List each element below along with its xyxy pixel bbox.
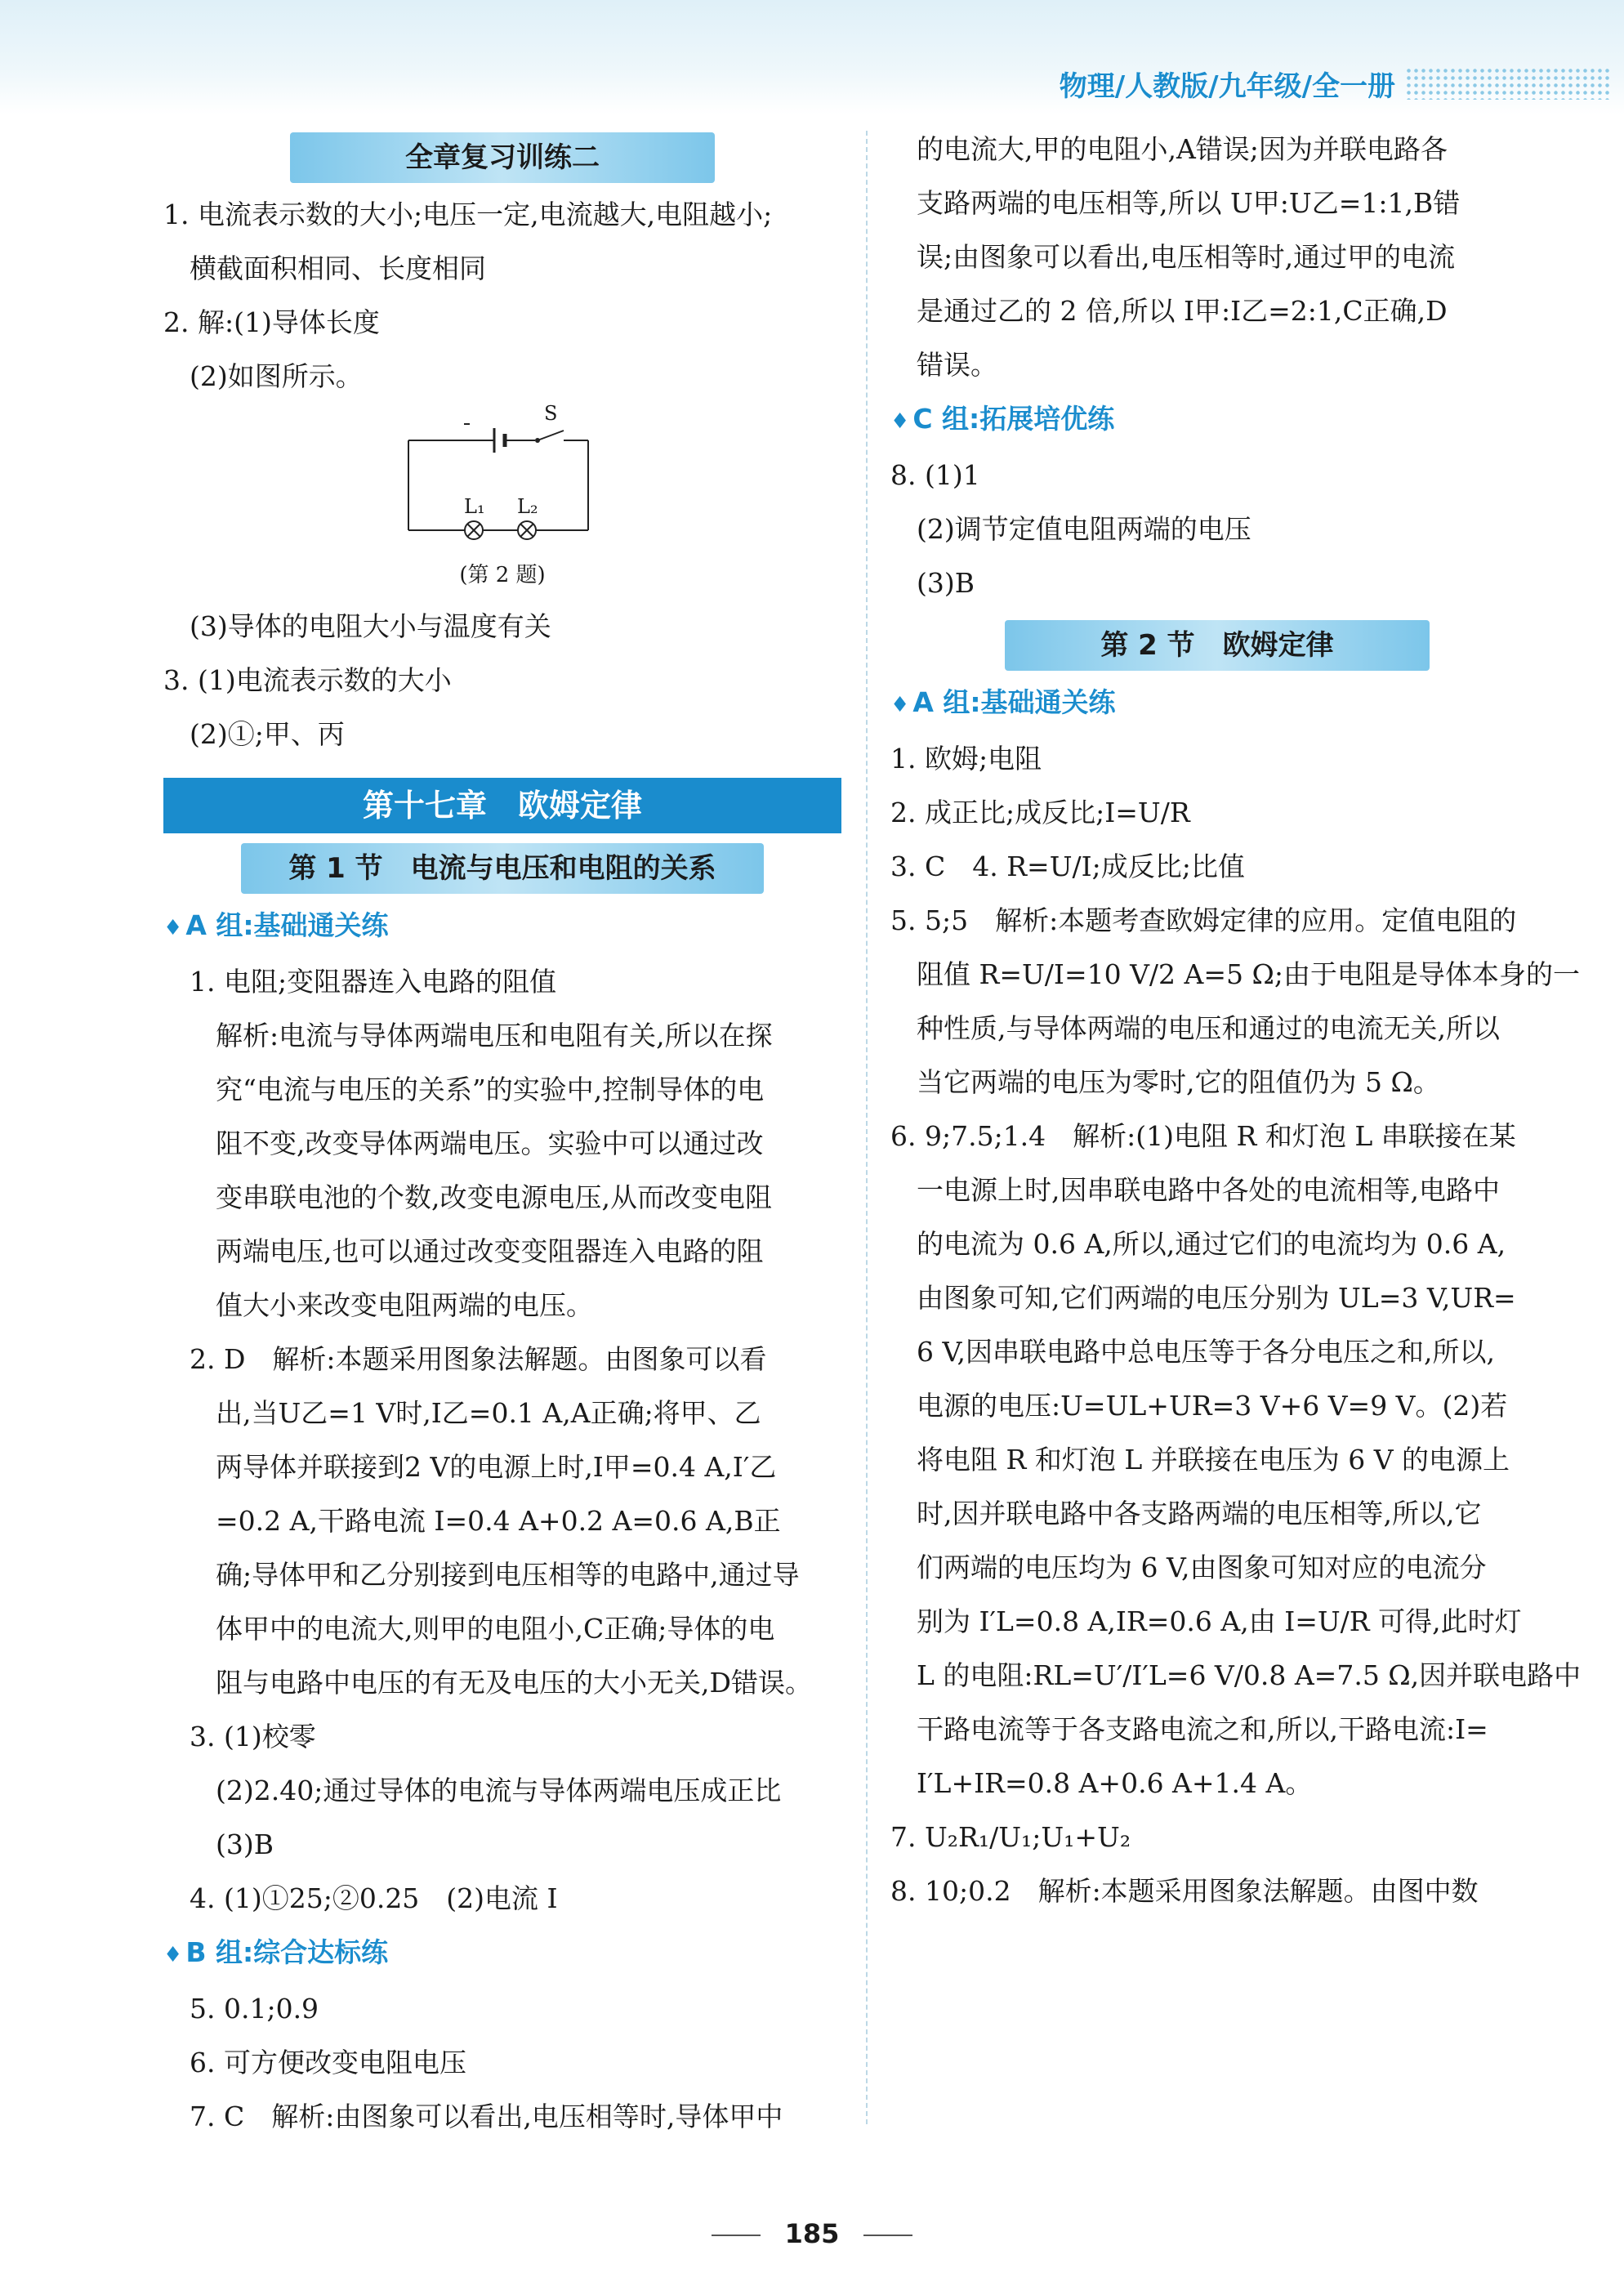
right-column	[890, 123, 1582, 1918]
text-line: 6 V,因串联电路中总电压等于各分电压之和,所以,	[917, 1336, 1496, 1368]
page-number: 185	[784, 2218, 840, 2249]
figure-caption: (第 2 题)	[459, 563, 546, 587]
text-line: (3)B	[216, 1828, 274, 1860]
text-line: (2)2.40;通过导体的电流与导体两端电压成正比	[216, 1775, 782, 1806]
text-line: 两导体并联接到2 V的电源上时,I甲=0.4 A,I′乙	[216, 1451, 777, 1483]
text-line: 种性质,与导体两端的电压和通过的电流无关,所以	[917, 1012, 1500, 1044]
text-line: 2. 成正比;成反比;I=U/R	[890, 797, 1190, 828]
text-line: =0.2 A,干路电流 I=0.4 A+0.2 A=0.6 A,B正	[216, 1505, 781, 1537]
text-line: 3. (1)电流表示数的大小	[163, 664, 452, 696]
text-line: 究“电流与电压的关系”的实验中,控制导体的电	[216, 1074, 765, 1105]
text-line: 1. 电阻;变阻器连入电路的阻值	[190, 966, 557, 998]
text-line: 5. 0.1;0.9	[190, 1993, 319, 2025]
text-line: 3. (1)校零	[190, 1721, 316, 1752]
text-line: (3)导体的电阻大小与温度有关	[190, 610, 551, 642]
text-line: 6. 可方便改变电阻电压	[190, 2047, 466, 2078]
text-line: 解析:电流与导体两端电压和电阻有关,所以在探	[216, 1020, 773, 1051]
text-line: 7. C 解析:由图象可以看出,电压相等时,导体甲中	[190, 2101, 783, 2132]
text-line: 错误。	[917, 349, 997, 381]
text-line: (2)调节定值电阻两端的电压	[917, 513, 1251, 545]
text-line: 支路两端的电压相等,所以 U甲:U乙=1:1,B错	[917, 187, 1461, 219]
text-line: 的电流大,甲的电阻小,A错误;因为并联电路各	[917, 133, 1448, 165]
text-line: 出,当U乙=1 V时,I乙=0.1 A,A正确;将甲、乙	[216, 1397, 761, 1429]
lamp-l1-label: L₁	[464, 495, 485, 518]
circuit-diagram	[163, 404, 841, 559]
text-line: 2. 解:(1)导体长度	[163, 306, 380, 338]
footer-dash-left	[712, 2235, 761, 2236]
section-heading: 第 2 节 欧姆定律	[1005, 620, 1430, 671]
page-footer	[0, 2218, 1624, 2249]
text-line: 2. D 解析:本题采用图象法解题。由图象可以看	[190, 1343, 767, 1375]
text-line: 8. 10;0.2 解析:本题采用图象法解题。由图中数	[890, 1875, 1479, 1907]
text-line: 1. 欧姆;电阻	[890, 743, 1042, 775]
text-line: 值大小来改变电阻两端的电压。	[216, 1289, 593, 1321]
group-label: B 组:综合达标练	[185, 1936, 389, 1968]
text-line: 体甲中的电流大,则甲的电阻小,C正确;导体的电	[216, 1613, 775, 1645]
text-line: 确;导体甲和乙分别接到电压相等的电路中,通过导	[216, 1559, 800, 1591]
text-line: (2)①;甲、丙	[190, 718, 345, 750]
text-line: (3)B	[917, 567, 975, 599]
group-label: A 组:基础通关练	[185, 909, 389, 941]
text-line: 8. (1)1	[890, 459, 980, 491]
group-heading	[163, 899, 841, 955]
text-line: (2)如图所示。	[190, 360, 363, 392]
text-line: 变串联电池的个数,改变电源电压,从而改变电阻	[216, 1181, 772, 1213]
text-line: 5. 5;5 解析:本题考查欧姆定律的应用。定值电阻的	[890, 904, 1517, 936]
text-line: L 的电阻:RL=U′/I′L=6 V/0.8 A=7.5 Ω,因并联电路中	[917, 1659, 1582, 1691]
group-label: C 组:拓展培优练	[912, 403, 1115, 435]
diamond-icon: ♦	[163, 916, 183, 940]
section-heading: 全章复习训练二	[290, 132, 715, 183]
header-title: 物理/人教版/九年级/全一册	[1059, 70, 1395, 103]
text-line: 6. 9;7.5;1.4 解析:(1)电阻 R 和灯泡 L 串联接在某	[890, 1120, 1516, 1152]
footer-dash-right	[863, 2235, 912, 2236]
text-line: 由图象可知,它们两端的电压分别为 UL=3 V,UR=	[917, 1282, 1516, 1314]
column-divider	[866, 131, 868, 2124]
section-heading: 第 1 节 电流与电压和电阻的关系	[241, 843, 764, 894]
text-line: 干路电流等于各支路电流之和,所以,干路电流:I=	[917, 1713, 1488, 1745]
chapter-heading: 第十七章 欧姆定律	[163, 778, 841, 833]
text-line: 3. C 4. R=U/I;成反比;比值	[890, 851, 1245, 882]
diamond-icon: ♦	[163, 1943, 183, 1967]
text-line: 们两端的电压均为 6 V,由图象可知对应的电流分	[917, 1551, 1487, 1583]
text-line: 是通过乙的 2 倍,所以 I甲:I乙=2:1,C正确,D	[917, 295, 1448, 327]
text-line: 时,因并联电路中各支路两端的电压相等,所以,它	[917, 1498, 1482, 1529]
text-line: 别为 I′L=0.8 A,IR=0.6 A,由 I=U/R 可得,此时灯	[917, 1605, 1522, 1637]
header-dots-decoration	[1405, 67, 1609, 100]
text-line: 当它两端的电压为零时,它的阻值仍为 5 Ω。	[917, 1066, 1440, 1098]
text-line: 误;由图象可以看出,电压相等时,通过甲的电流	[917, 241, 1456, 273]
text-line: 阻与电路中电压的有无及电压的大小无关,D错误。	[216, 1667, 812, 1699]
text-line: 电源的电压:U=UL+UR=3 V+6 V=9 V。(2)若	[917, 1390, 1508, 1422]
group-label: A 组:基础通关练	[912, 686, 1116, 718]
text-line: 的电流为 0.6 A,所以,通过它们的电流均为 0.6 A,	[917, 1228, 1506, 1260]
text-line: 1. 电流表示数的大小;电压一定,电流越大,电阻越小;	[163, 199, 773, 230]
switch-blade	[538, 431, 564, 440]
text-line: 横截面积相同、长度相同	[190, 252, 486, 284]
lamp-l2-label: L₂	[517, 495, 538, 518]
left-column	[163, 123, 841, 2144]
text-line: I′L+IR=0.8 A+0.6 A+1.4 A。	[917, 1767, 1313, 1799]
group-heading	[163, 1926, 841, 1982]
circuit-figure	[163, 404, 841, 592]
diamond-icon: ♦	[890, 693, 910, 717]
group-heading	[890, 392, 1544, 449]
diamond-icon: ♦	[890, 409, 910, 434]
switch-label: S	[544, 402, 558, 425]
text-line: 阻不变,改变导体两端电压。实验中可以通过改	[216, 1127, 764, 1159]
switch-pivot	[535, 438, 540, 443]
group-heading	[890, 676, 1544, 732]
text-line: 7. U₂R₁/U₁;U₁+U₂	[890, 1821, 1131, 1853]
text-line: 两端电压,也可以通过改变变阻器连入电路的阻	[216, 1235, 764, 1267]
text-line: 一电源上时,因串联电路中各处的电流相等,电路中	[917, 1174, 1500, 1206]
text-line: 4. (1)①25;②0.25 (2)电流 I	[190, 1882, 558, 1914]
text-line: 阻值 R=U/I=10 V/2 A=5 Ω;由于电阻是导体本身的一	[917, 958, 1580, 990]
text-line: 将电阻 R 和灯泡 L 并联接在电压为 6 V 的电源上	[917, 1444, 1510, 1476]
